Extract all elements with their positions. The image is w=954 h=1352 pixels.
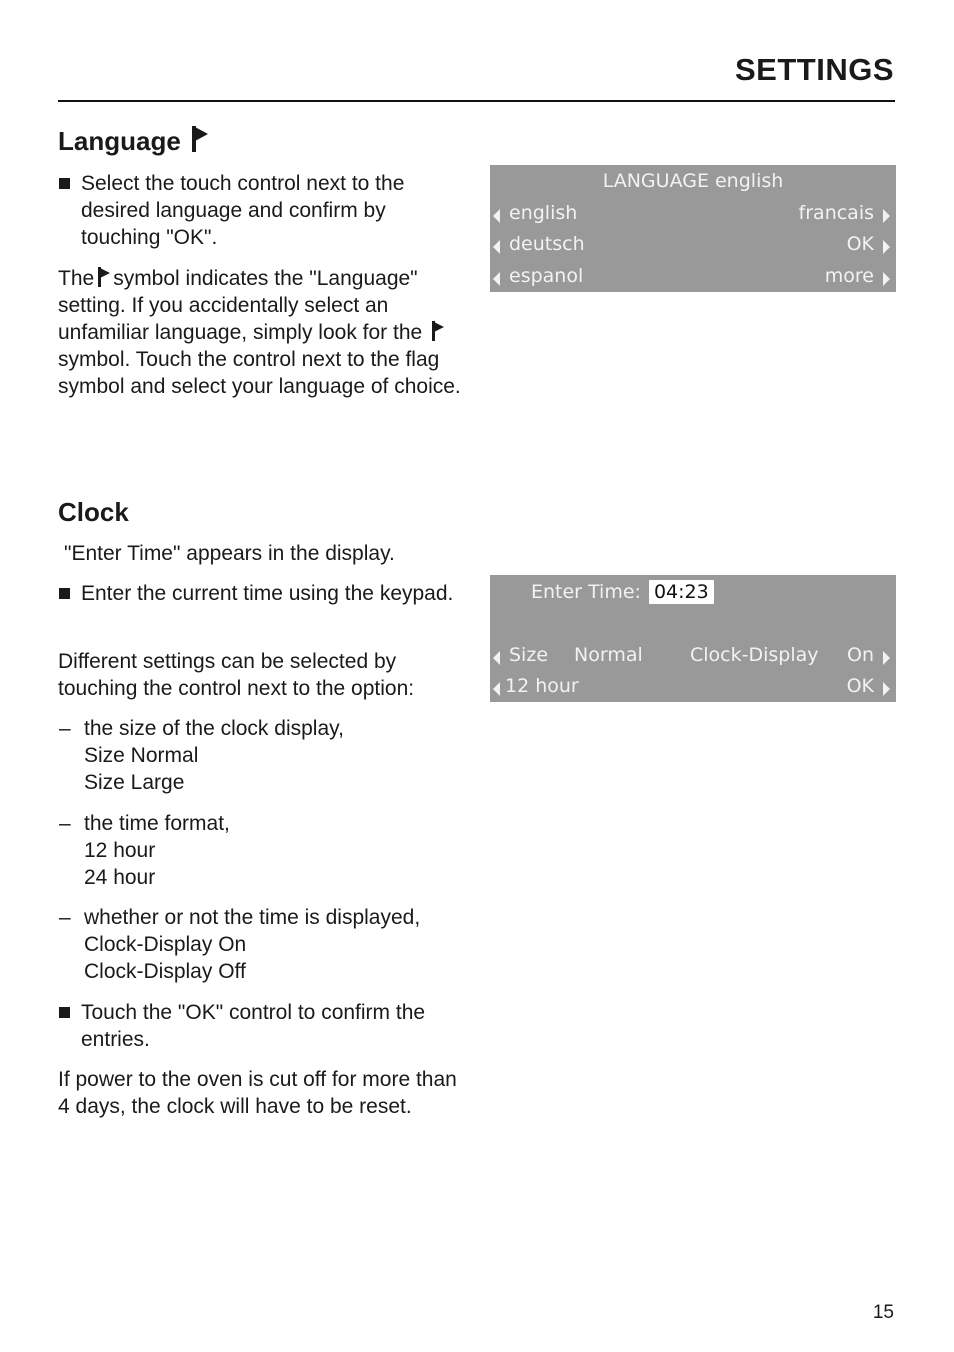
flag-icon bbox=[431, 321, 444, 341]
language-heading bbox=[58, 126, 212, 157]
clock-option-format bbox=[58, 810, 463, 891]
enter-time-row bbox=[531, 577, 891, 607]
arrow-left-icon[interactable] bbox=[493, 651, 500, 665]
ok-option: OK bbox=[846, 675, 874, 697]
arrow-right-icon[interactable] bbox=[883, 209, 890, 223]
dash-marker: – bbox=[59, 717, 71, 740]
display-row-espanol-more bbox=[490, 261, 896, 291]
language-display-title: LANGUAGE english bbox=[602, 170, 784, 192]
dash-line: the size of the clock display, bbox=[84, 717, 344, 740]
size-label: Size bbox=[509, 644, 549, 666]
language-para-part2: symbol indicates the "Language" setting. If you accidentally select an unfamiliar language, simply look for the bbox=[58, 267, 423, 344]
clock-option-display bbox=[58, 904, 463, 985]
bullet-square-icon bbox=[59, 588, 70, 599]
header-rule bbox=[58, 100, 895, 102]
dash-line: Size Normal bbox=[84, 744, 199, 767]
dash-line: the time format, bbox=[84, 812, 230, 835]
clock-paragraph-options: Different settings can be selected by touching the control next to the option: bbox=[58, 650, 415, 700]
arrow-right-icon[interactable] bbox=[883, 272, 890, 286]
clock-heading: Clock bbox=[58, 497, 129, 527]
option-ok: OK bbox=[846, 233, 874, 255]
arrow-left-icon[interactable] bbox=[493, 240, 500, 254]
dash-line: whether or not the time is displayed, bbox=[84, 906, 421, 929]
arrow-left-icon[interactable] bbox=[493, 209, 500, 223]
language-heading-text: Language bbox=[58, 126, 181, 156]
clock-bullet-enter bbox=[58, 580, 463, 607]
option-english: english bbox=[509, 202, 578, 224]
display-row-format-ok bbox=[490, 671, 896, 701]
flag-icon bbox=[97, 267, 110, 287]
clock-power-note: If power to the oven is cut off for more than 4 days, the clock will have to be reset. bbox=[58, 1068, 457, 1118]
clock-display-label: Clock-Display bbox=[690, 644, 819, 666]
language-para-part1: The bbox=[58, 267, 95, 290]
arrow-left-icon[interactable] bbox=[493, 682, 500, 696]
clock-option-size bbox=[58, 715, 463, 796]
bullet-square-icon bbox=[59, 1007, 70, 1018]
enter-time-label: Enter Time: bbox=[531, 581, 641, 603]
option-francais: francais bbox=[798, 202, 874, 224]
language-display bbox=[490, 165, 896, 292]
language-bullet bbox=[58, 170, 463, 251]
dash-line: Size Large bbox=[84, 771, 185, 794]
arrow-left-icon[interactable] bbox=[493, 272, 500, 286]
language-paragraph bbox=[58, 265, 463, 400]
dash-line: Clock-Display Off bbox=[84, 960, 246, 983]
language-para-part3: symbol. Touch the control next to the flag symbol and select your language of choice. bbox=[58, 348, 461, 398]
clock-bullet-enter-text: Enter the current time using the keypad. bbox=[81, 582, 454, 605]
display-row-size-clock bbox=[490, 640, 896, 670]
page-title: SETTINGS bbox=[734, 52, 894, 87]
clock-bullet-confirm bbox=[58, 999, 463, 1053]
clock-display-value: On bbox=[847, 644, 874, 666]
dash-line: 12 hour bbox=[84, 839, 156, 862]
clock-intro: "Enter Time" appears in the display. bbox=[64, 542, 395, 565]
time-value[interactable]: 04:23 bbox=[649, 580, 714, 604]
dash-marker: – bbox=[59, 906, 71, 929]
option-espanol: espanol bbox=[509, 265, 584, 287]
arrow-right-icon[interactable] bbox=[883, 651, 890, 665]
display-row-deutsch-ok bbox=[490, 229, 896, 259]
option-more: more bbox=[824, 265, 874, 287]
flag-icon bbox=[191, 126, 209, 152]
time-format-value: 12 hour bbox=[505, 675, 579, 697]
arrow-right-icon[interactable] bbox=[883, 682, 890, 696]
dash-line: 24 hour bbox=[84, 866, 156, 889]
bullet-square-icon bbox=[59, 178, 70, 189]
language-bullet-text: Select the touch control next to the desired language and confirm by touching "OK". bbox=[81, 172, 405, 249]
clock-display bbox=[490, 575, 896, 702]
clock-bullet-confirm-text: Touch the "OK" control to confirm the entries. bbox=[81, 1001, 426, 1051]
dash-line: Clock-Display On bbox=[84, 933, 247, 956]
option-deutsch: deutsch bbox=[509, 233, 585, 255]
display-row-english-francais bbox=[490, 198, 896, 228]
size-value: Normal bbox=[574, 644, 643, 666]
page-number: 15 bbox=[872, 1302, 894, 1323]
arrow-right-icon[interactable] bbox=[883, 240, 890, 254]
dash-marker: – bbox=[59, 812, 71, 835]
